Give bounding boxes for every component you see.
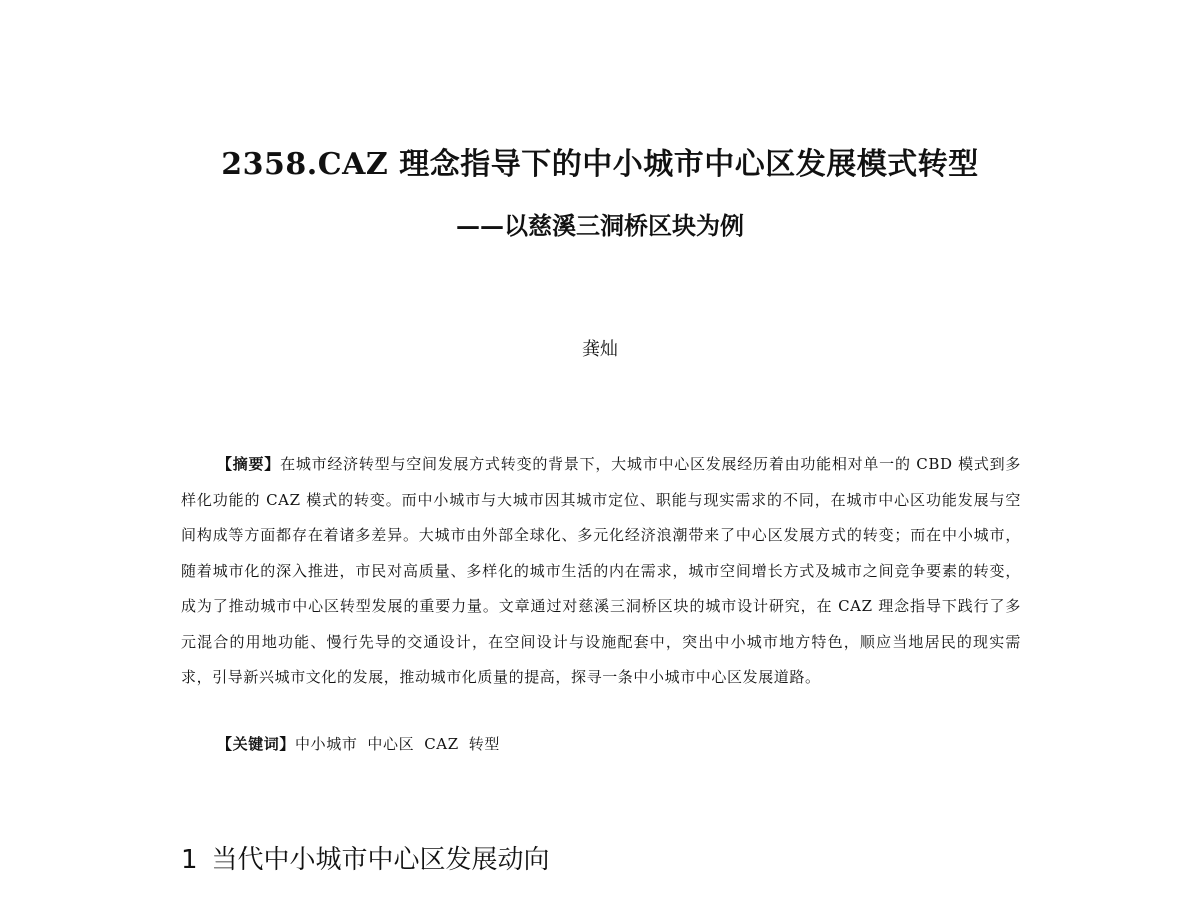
keyword-item: 中心区 <box>367 735 415 753</box>
abstract-label: 【摘要】 <box>217 455 281 473</box>
section-number: 1 <box>181 845 198 875</box>
keywords-label: 【关键词】 <box>217 735 296 753</box>
author-name: 龚灿 <box>582 339 618 360</box>
paper-subtitle: ——以慈溪三洞桥区块为例 <box>456 211 744 240</box>
abstract-text: 在城市经济转型与空间发展方式转变的背景下，大城市中心区发展经历着由功能相对单一的 CBD 模式到多样化功能的 CAZ 模式的转变。而中小城市与大城市因其城市定位、职能与现实需求的不同，在城市中心区功能发展与空间构成等方面都存在着诸多差异。大城市由外部全球化、多元化经济浪潮带来了中心区发展方式的转变；而在中小城市，随着城市化的深入推进，市民对高质量、多样化的城市生活的内在需求，城市空间增长方式及城市之间竞争要素的转变，成为了推动城市中心区转型发展的重要力量。文章通过对慈溪三洞桥区块的城市设计研究，在 CAZ 理念指导下践行了多元混合的用地功能、慢行先导的交通设计，在空间设计与设施配套中，突出中小城市地方特色，顺应当地居民的现实需求，引导新兴城市文化的发展，推动城市化质量的提高，探寻一条中小城市中心区发展道路。 <box>181 455 1022 686</box>
keyword-item: 中小城市 <box>295 735 358 753</box>
paper-title: 2358.CAZ 理念指导下的中小城市中心区发展模式转型 <box>221 147 979 182</box>
section-title: 当代中小城市中心区发展动向 <box>211 845 550 875</box>
section-heading <box>181 838 1081 882</box>
keywords-line <box>217 726 1017 762</box>
keyword-item: 转型 <box>468 735 500 753</box>
abstract-paragraph <box>181 447 1021 696</box>
keyword-item: CAZ <box>424 735 459 753</box>
